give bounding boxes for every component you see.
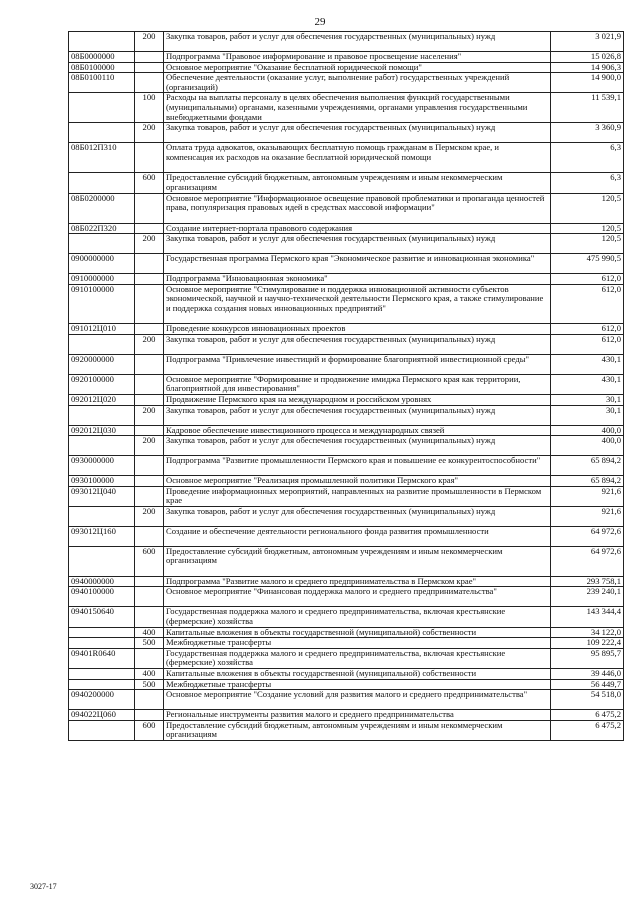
row-name-cell: Закупка товаров, работ и услуг для обеспечения государственных (муниципальных) нужд	[164, 334, 551, 354]
row-sum-cell: 293 758,1	[551, 576, 624, 587]
row-name-cell: Кадровое обеспечение инвестиционного процесса и международных связей	[164, 425, 551, 436]
table-row	[69, 123, 624, 143]
row-name-cell: Подпрограмма "Развитие промышленности Пермского края и повышение ее конкурентоспособности"	[164, 456, 551, 476]
row-expense-type-cell: 200	[135, 234, 164, 254]
row-sum-cell: 612,0	[551, 274, 624, 285]
row-code-cell: 08Б0100110	[69, 73, 135, 93]
row-expense-type-cell	[135, 254, 164, 274]
row-code-cell	[69, 123, 135, 143]
row-sum-cell: 6 475,2	[551, 720, 624, 740]
row-code-cell: 08Б0200000	[69, 193, 135, 223]
row-name-cell: Предоставление субсидий бюджетным, автономным учреждениям и иным некоммерческим организациям	[164, 173, 551, 193]
row-expense-type-cell: 500	[135, 679, 164, 690]
row-name-cell: Подпрограмма "Привлечение инвестиций и формирование благоприятной инвестиционной среды"	[164, 354, 551, 374]
row-expense-type-cell: 100	[135, 93, 164, 123]
row-name-cell: Расходы на выплаты персоналу в целях обеспечения выполнения функций государственными (муниципальными) органами, казенными учреждениями, органами управления государственными внебюджетными фондами	[164, 93, 551, 123]
row-code-cell	[69, 405, 135, 425]
row-code-cell: 093012Ц160	[69, 526, 135, 546]
row-sum-cell: 11 539,1	[551, 93, 624, 123]
row-sum-cell: 3 021,9	[551, 32, 624, 52]
row-code-cell	[69, 669, 135, 680]
row-sum-cell: 612,0	[551, 324, 624, 335]
row-name-cell: Предоставление субсидий бюджетным, автономным учреждениям и иным некоммерческим организациям	[164, 720, 551, 740]
row-code-cell	[69, 679, 135, 690]
row-code-cell: 0940100000	[69, 587, 135, 607]
row-name-cell: Закупка товаров, работ и услуг для обеспечения государственных (муниципальных) нужд	[164, 123, 551, 143]
row-sum-cell: 612,0	[551, 284, 624, 323]
row-name-cell: Оплата труда адвокатов, оказывающих бесплатную помощь гражданам в Пермском крае, и компенсация их расходов на оказание бесплатной юридической помощи	[164, 143, 551, 173]
row-expense-type-cell: 400	[135, 627, 164, 638]
table-row	[69, 710, 624, 721]
row-expense-type-cell: 600	[135, 546, 164, 576]
document-footer-code: 3027-17	[30, 882, 57, 891]
row-sum-cell: 14 900,0	[551, 73, 624, 93]
row-expense-type-cell	[135, 143, 164, 173]
row-name-cell: Создание интернет-портала правового содержания	[164, 223, 551, 234]
row-sum-cell: 15 026,8	[551, 52, 624, 63]
row-code-cell: 094022Ц060	[69, 710, 135, 721]
row-expense-type-cell	[135, 73, 164, 93]
row-expense-type-cell	[135, 425, 164, 436]
row-expense-type-cell	[135, 576, 164, 587]
row-name-cell: Основное мероприятие "Реализация промышленной политики Пермского края"	[164, 476, 551, 487]
row-expense-type-cell	[135, 324, 164, 335]
row-expense-type-cell	[135, 354, 164, 374]
row-expense-type-cell	[135, 710, 164, 721]
row-code-cell: 093012Ц040	[69, 486, 135, 506]
row-sum-cell: 54 518,0	[551, 690, 624, 710]
row-sum-cell: 6,3	[551, 173, 624, 193]
row-name-cell: Закупка товаров, работ и услуг для обеспечения государственных (муниципальных) нужд	[164, 436, 551, 456]
table-row	[69, 143, 624, 173]
row-expense-type-cell	[135, 284, 164, 323]
table-row	[69, 526, 624, 546]
row-name-cell: Государственная поддержка малого и среднего предпринимательства, включая крестьянские (фермерские) хозяйства	[164, 607, 551, 627]
row-name-cell: Государственная программа Пермского края "Экономическое развитие и инновационная экономика"	[164, 254, 551, 274]
row-expense-type-cell	[135, 607, 164, 627]
row-code-cell: 0910100000	[69, 284, 135, 323]
row-code-cell: 091012Ц010	[69, 324, 135, 335]
row-name-cell: Подпрограмма "Инновационная экономика"	[164, 274, 551, 285]
table-row	[69, 223, 624, 234]
row-sum-cell: 239 240,1	[551, 587, 624, 607]
row-expense-type-cell	[135, 526, 164, 546]
row-name-cell: Закупка товаров, работ и услуг для обеспечения государственных (муниципальных) нужд	[164, 506, 551, 526]
row-code-cell: 0900000000	[69, 254, 135, 274]
row-name-cell: Подпрограмма "Правовое информирование и правовое просвещение населения"	[164, 52, 551, 63]
row-code-cell: 08Б022П320	[69, 223, 135, 234]
table-row	[69, 456, 624, 476]
row-sum-cell: 95 895,7	[551, 648, 624, 668]
row-expense-type-cell	[135, 193, 164, 223]
row-sum-cell: 109 222,4	[551, 638, 624, 649]
row-name-cell: Основное мероприятие "Информационное освещение правовой проблематики и пропаганда ценностей права, популяризация правовых идей в средствах массовой информации"	[164, 193, 551, 223]
table-row	[69, 284, 624, 323]
row-name-cell: Основное мероприятие "Стимулирование и поддержка инновационной активности субъектов экономической, научной и научно-технической деятельности Пермского края, а также стимулирование и поддержка создания новых инновационных предприятий"	[164, 284, 551, 323]
row-sum-cell: 56 449,7	[551, 679, 624, 690]
table-row	[69, 587, 624, 607]
row-code-cell	[69, 546, 135, 576]
table-row	[69, 274, 624, 285]
row-sum-cell: 39 446,0	[551, 669, 624, 680]
row-name-cell: Закупка товаров, работ и услуг для обеспечения государственных (муниципальных) нужд	[164, 234, 551, 254]
row-sum-cell: 400,0	[551, 425, 624, 436]
row-sum-cell: 921,6	[551, 486, 624, 506]
row-sum-cell: 120,5	[551, 234, 624, 254]
table-row	[69, 607, 624, 627]
row-sum-cell: 430,1	[551, 374, 624, 394]
table-row	[69, 52, 624, 63]
table-row	[69, 648, 624, 668]
row-sum-cell: 120,5	[551, 193, 624, 223]
row-code-cell: 0940150640	[69, 607, 135, 627]
table-row	[69, 354, 624, 374]
row-name-cell: Основное мероприятие "Финансовая поддержка малого и среднего предпринимательства"	[164, 587, 551, 607]
row-code-cell	[69, 234, 135, 254]
table-row	[69, 374, 624, 394]
table-row	[69, 669, 624, 680]
row-code-cell: 0940000000	[69, 576, 135, 587]
row-name-cell: Проведение информационных мероприятий, направленных на развитие промышленности в Пермском крае	[164, 486, 551, 506]
row-name-cell: Закупка товаров, работ и услуг для обеспечения государственных (муниципальных) нужд	[164, 32, 551, 52]
row-name-cell: Капитальные вложения в объекты государственной (муниципальной) собственности	[164, 669, 551, 680]
row-expense-type-cell	[135, 62, 164, 73]
row-expense-type-cell	[135, 223, 164, 234]
row-expense-type-cell: 400	[135, 669, 164, 680]
row-code-cell	[69, 334, 135, 354]
row-expense-type-cell: 600	[135, 720, 164, 740]
row-expense-type-cell: 200	[135, 334, 164, 354]
row-code-cell	[69, 32, 135, 52]
row-expense-type-cell: 500	[135, 638, 164, 649]
row-name-cell: Региональные инструменты развития малого и среднего предпринимательства	[164, 710, 551, 721]
table-row	[69, 476, 624, 487]
table-row	[69, 690, 624, 710]
row-expense-type-cell	[135, 394, 164, 405]
row-expense-type-cell: 600	[135, 173, 164, 193]
row-name-cell: Закупка товаров, работ и услуг для обеспечения государственных (муниципальных) нужд	[164, 405, 551, 425]
row-code-cell	[69, 436, 135, 456]
row-expense-type-cell	[135, 648, 164, 668]
row-code-cell	[69, 93, 135, 123]
table-row	[69, 638, 624, 649]
row-name-cell: Подпрограмма "Развитие малого и среднего предпринимательства в Пермском крае"	[164, 576, 551, 587]
table-row	[69, 62, 624, 73]
row-expense-type-cell	[135, 587, 164, 607]
row-sum-cell: 612,0	[551, 334, 624, 354]
row-sum-cell: 14 906,3	[551, 62, 624, 73]
table-row	[69, 436, 624, 456]
row-code-cell: 08Б012П310	[69, 143, 135, 173]
budget-table-body	[69, 32, 624, 741]
row-sum-cell: 400,0	[551, 436, 624, 456]
row-expense-type-cell: 200	[135, 405, 164, 425]
table-row	[69, 425, 624, 436]
row-sum-cell: 6 475,2	[551, 710, 624, 721]
row-sum-cell: 120,5	[551, 223, 624, 234]
table-row	[69, 254, 624, 274]
row-expense-type-cell: 200	[135, 506, 164, 526]
row-code-cell: 0920000000	[69, 354, 135, 374]
row-expense-type-cell: 200	[135, 123, 164, 143]
row-expense-type-cell	[135, 476, 164, 487]
row-sum-cell: 64 972,6	[551, 546, 624, 576]
row-code-cell: 0940200000	[69, 690, 135, 710]
table-row	[69, 173, 624, 193]
row-expense-type-cell	[135, 374, 164, 394]
row-sum-cell: 64 972,6	[551, 526, 624, 546]
row-sum-cell: 34 122,0	[551, 627, 624, 638]
table-row	[69, 324, 624, 335]
row-sum-cell: 65 894,2	[551, 456, 624, 476]
table-row	[69, 193, 624, 223]
table-row	[69, 576, 624, 587]
table-row	[69, 73, 624, 93]
row-name-cell: Создание и обеспечение деятельности регионального фонда развития промышленности	[164, 526, 551, 546]
table-row	[69, 405, 624, 425]
row-name-cell: Основное мероприятие "Создание условий для развития малого и среднего предпринимательства"	[164, 690, 551, 710]
row-code-cell	[69, 627, 135, 638]
row-code-cell: 08Б0000000	[69, 52, 135, 63]
row-code-cell	[69, 506, 135, 526]
table-row	[69, 546, 624, 576]
page-number: 29	[314, 16, 326, 28]
row-name-cell: Межбюджетные трансферты	[164, 638, 551, 649]
table-row	[69, 486, 624, 506]
row-sum-cell: 475 990,5	[551, 254, 624, 274]
row-code-cell	[69, 638, 135, 649]
table-row	[69, 720, 624, 740]
row-code-cell: 092012Ц030	[69, 425, 135, 436]
table-row	[69, 506, 624, 526]
row-expense-type-cell	[135, 690, 164, 710]
row-sum-cell: 30,1	[551, 394, 624, 405]
table-row	[69, 334, 624, 354]
row-code-cell: 09401R0640	[69, 648, 135, 668]
budget-table	[68, 31, 624, 741]
row-name-cell: Государственная поддержка малого и среднего предпринимательства, включая крестьянские (фермерские) хозяйства	[164, 648, 551, 668]
row-sum-cell: 6,3	[551, 143, 624, 173]
row-name-cell: Основное мероприятие "Оказание бесплатной юридической помощи"	[164, 62, 551, 73]
row-name-cell: Капитальные вложения в объекты государственной (муниципальной) собственности	[164, 627, 551, 638]
row-code-cell: 08Б0100000	[69, 62, 135, 73]
row-sum-cell: 430,1	[551, 354, 624, 374]
row-sum-cell: 3 360,9	[551, 123, 624, 143]
row-code-cell: 0930000000	[69, 456, 135, 476]
row-code-cell: 0910000000	[69, 274, 135, 285]
row-expense-type-cell: 200	[135, 32, 164, 52]
row-sum-cell: 143 344,4	[551, 607, 624, 627]
table-row	[69, 234, 624, 254]
row-code-cell: 092012Ц020	[69, 394, 135, 405]
row-name-cell: Продвижение Пермского края на международном и российском уровнях	[164, 394, 551, 405]
row-sum-cell: 921,6	[551, 506, 624, 526]
table-row	[69, 394, 624, 405]
row-name-cell: Проведение конкурсов инновационных проектов	[164, 324, 551, 335]
row-name-cell: Основное мероприятие "Формирование и продвижение имиджа Пермского края как территории, благоприятной для инвестирования"	[164, 374, 551, 394]
row-code-cell: 0920100000	[69, 374, 135, 394]
row-sum-cell: 30,1	[551, 405, 624, 425]
row-code-cell	[69, 173, 135, 193]
row-name-cell: Межбюджетные трансферты	[164, 679, 551, 690]
row-expense-type-cell	[135, 52, 164, 63]
table-row	[69, 679, 624, 690]
table-row	[69, 32, 624, 52]
table-row	[69, 93, 624, 123]
row-expense-type-cell: 200	[135, 436, 164, 456]
row-code-cell: 0930100000	[69, 476, 135, 487]
row-expense-type-cell	[135, 486, 164, 506]
row-name-cell: Обеспечение деятельности (оказание услуг, выполнение работ) государственных учреждений (организаций)	[164, 73, 551, 93]
table-row	[69, 627, 624, 638]
row-expense-type-cell	[135, 274, 164, 285]
row-sum-cell: 65 894,2	[551, 476, 624, 487]
row-name-cell: Предоставление субсидий бюджетным, автономным учреждениям и иным некоммерческим организациям	[164, 546, 551, 576]
row-expense-type-cell	[135, 456, 164, 476]
row-code-cell	[69, 720, 135, 740]
